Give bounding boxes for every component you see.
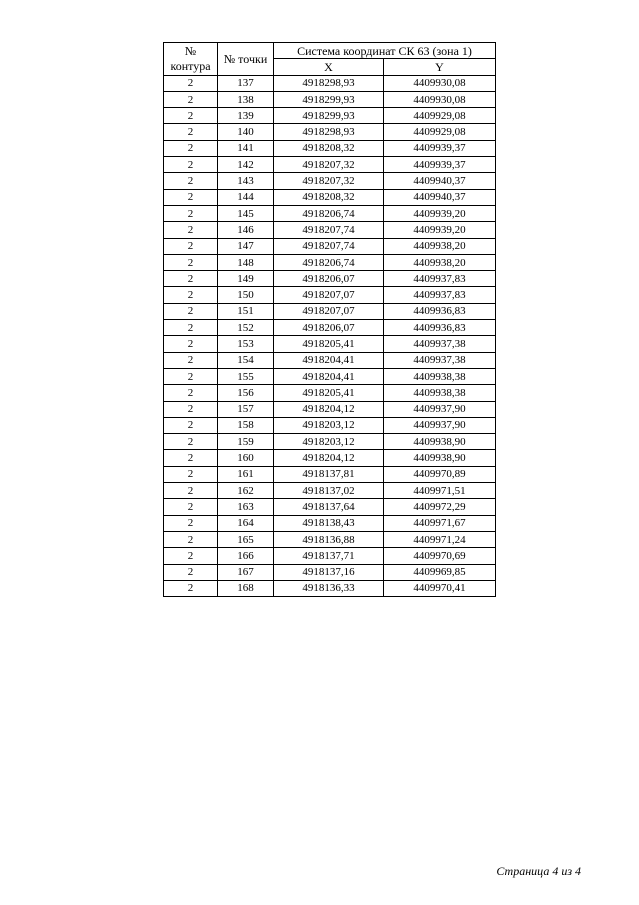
cell-x: 4918137,16 [274,564,384,580]
cell-point: 161 [218,466,274,482]
cell-x: 4918207,32 [274,173,384,189]
cell-point: 159 [218,434,274,450]
table-row [164,483,496,499]
table-row [164,320,496,336]
table-row [164,385,496,401]
cell-y: 4409937,90 [384,401,496,417]
cell-x: 4918206,74 [274,205,384,221]
cell-y: 4409939,20 [384,205,496,221]
cell-x: 4918298,93 [274,124,384,140]
cell-x: 4918203,12 [274,434,384,450]
cell-x: 4918203,12 [274,417,384,433]
cell-x: 4918206,07 [274,320,384,336]
cell-point: 141 [218,140,274,156]
cell-point: 140 [218,124,274,140]
cell-y: 4409937,38 [384,336,496,352]
cell-contour: 2 [164,140,218,156]
cell-contour: 2 [164,385,218,401]
table-row [164,75,496,91]
cell-contour: 2 [164,157,218,173]
table-row [164,434,496,450]
header-coordinate-system: Система координат СК 63 (зона 1) [274,43,496,59]
cell-x: 4918208,32 [274,140,384,156]
cell-x: 4918204,41 [274,352,384,368]
cell-y: 4409929,08 [384,108,496,124]
cell-y: 4409938,38 [384,385,496,401]
table-row [164,401,496,417]
table-header [164,43,496,76]
cell-contour: 2 [164,450,218,466]
cell-contour: 2 [164,108,218,124]
table-row [164,548,496,564]
cell-contour: 2 [164,205,218,221]
table-row [164,515,496,531]
table-row [164,417,496,433]
cell-x: 4918298,93 [274,75,384,91]
cell-x: 4918208,32 [274,189,384,205]
cell-y: 4409938,90 [384,434,496,450]
cell-x: 4918137,02 [274,483,384,499]
cell-x: 4918207,74 [274,238,384,254]
cell-x: 4918207,07 [274,287,384,303]
cell-y: 4409939,37 [384,157,496,173]
cell-y: 4409937,83 [384,271,496,287]
table-row [164,368,496,384]
cell-contour: 2 [164,303,218,319]
table-row [164,140,496,156]
cell-contour: 2 [164,189,218,205]
cell-y: 4409930,08 [384,75,496,91]
cell-point: 153 [218,336,274,352]
cell-contour: 2 [164,222,218,238]
cell-point: 168 [218,580,274,596]
table-header-row [164,43,496,59]
table-row [164,450,496,466]
cell-contour: 2 [164,515,218,531]
cell-point: 167 [218,564,274,580]
cell-contour: 2 [164,531,218,547]
cell-y: 4409937,38 [384,352,496,368]
table-row [164,238,496,254]
cell-point: 165 [218,531,274,547]
cell-point: 160 [218,450,274,466]
cell-y: 4409940,37 [384,173,496,189]
cell-point: 164 [218,515,274,531]
table-row [164,254,496,270]
cell-x: 4918206,74 [274,254,384,270]
cell-x: 4918206,07 [274,271,384,287]
cell-x: 4918299,93 [274,91,384,107]
cell-point: 166 [218,548,274,564]
cell-contour: 2 [164,254,218,270]
cell-contour: 2 [164,75,218,91]
cell-contour: 2 [164,91,218,107]
cell-point: 143 [218,173,274,189]
cell-y: 4409970,89 [384,466,496,482]
cell-contour: 2 [164,564,218,580]
cell-point: 157 [218,401,274,417]
cell-x: 4918204,12 [274,401,384,417]
cell-y: 4409970,41 [384,580,496,596]
cell-y: 4409939,20 [384,222,496,238]
header-y: Y [384,59,496,75]
table-body [164,75,496,597]
table-row [164,108,496,124]
page-number: Страница 4 из 4 [496,864,581,878]
table-row [164,222,496,238]
cell-point: 150 [218,287,274,303]
cell-contour: 2 [164,466,218,482]
table-row [164,531,496,547]
cell-x: 4918136,33 [274,580,384,596]
cell-y: 4409972,29 [384,499,496,515]
table-row [164,91,496,107]
cell-contour: 2 [164,417,218,433]
cell-point: 147 [218,238,274,254]
cell-contour: 2 [164,320,218,336]
cell-x: 4918204,41 [274,368,384,384]
cell-x: 4918137,71 [274,548,384,564]
table-row [164,205,496,221]
table-row [164,173,496,189]
cell-x: 4918205,41 [274,385,384,401]
cell-point: 154 [218,352,274,368]
header-point-number: № точки [218,43,274,76]
cell-x: 4918207,07 [274,303,384,319]
cell-point: 163 [218,499,274,515]
cell-y: 4409937,83 [384,287,496,303]
cell-y: 4409938,20 [384,254,496,270]
cell-y: 4409938,90 [384,450,496,466]
cell-x: 4918136,88 [274,531,384,547]
cell-point: 146 [218,222,274,238]
cell-contour: 2 [164,352,218,368]
cell-y: 4409930,08 [384,91,496,107]
cell-contour: 2 [164,287,218,303]
cell-y: 4409969,85 [384,564,496,580]
header-contour-number [164,43,218,76]
cell-y: 4409939,37 [384,140,496,156]
cell-x: 4918207,74 [274,222,384,238]
cell-y: 4409929,08 [384,124,496,140]
cell-contour: 2 [164,336,218,352]
table-row [164,352,496,368]
cell-x: 4918137,64 [274,499,384,515]
cell-contour: 2 [164,173,218,189]
cell-point: 145 [218,205,274,221]
cell-x: 4918205,41 [274,336,384,352]
cell-x: 4918137,81 [274,466,384,482]
table-row [164,580,496,596]
cell-point: 156 [218,385,274,401]
cell-y: 4409970,69 [384,548,496,564]
cell-y: 4409971,51 [384,483,496,499]
table-row [164,303,496,319]
table-row [164,124,496,140]
cell-y: 4409938,20 [384,238,496,254]
cell-contour: 2 [164,580,218,596]
cell-contour: 2 [164,434,218,450]
cell-contour: 2 [164,401,218,417]
cell-y: 4409937,90 [384,417,496,433]
table-row [164,189,496,205]
cell-point: 142 [218,157,274,173]
cell-x: 4918207,32 [274,157,384,173]
table-row [164,466,496,482]
cell-point: 158 [218,417,274,433]
cell-point: 151 [218,303,274,319]
cell-point: 162 [218,483,274,499]
table-row [164,287,496,303]
cell-x: 4918299,93 [274,108,384,124]
table-row [164,157,496,173]
cell-point: 148 [218,254,274,270]
cell-y: 4409938,38 [384,368,496,384]
cell-point: 138 [218,91,274,107]
cell-point: 139 [218,108,274,124]
table-row [164,271,496,287]
cell-y: 4409940,37 [384,189,496,205]
header-contour-line1: № [184,43,197,58]
cell-y: 4409971,67 [384,515,496,531]
cell-contour: 2 [164,499,218,515]
header-contour-line2: контура [170,58,211,73]
cell-y: 4409936,83 [384,320,496,336]
cell-contour: 2 [164,124,218,140]
table-row [164,336,496,352]
table-row [164,564,496,580]
cell-point: 137 [218,75,274,91]
cell-contour: 2 [164,548,218,564]
cell-contour: 2 [164,271,218,287]
cell-y: 4409936,83 [384,303,496,319]
header-x: X [274,59,384,75]
cell-contour: 2 [164,483,218,499]
cell-point: 155 [218,368,274,384]
cell-contour: 2 [164,238,218,254]
cell-contour: 2 [164,368,218,384]
cell-point: 152 [218,320,274,336]
table-row [164,499,496,515]
cell-x: 4918138,43 [274,515,384,531]
cell-point: 149 [218,271,274,287]
cell-point: 144 [218,189,274,205]
cell-x: 4918204,12 [274,450,384,466]
cell-y: 4409971,24 [384,531,496,547]
coordinates-table [163,42,496,597]
